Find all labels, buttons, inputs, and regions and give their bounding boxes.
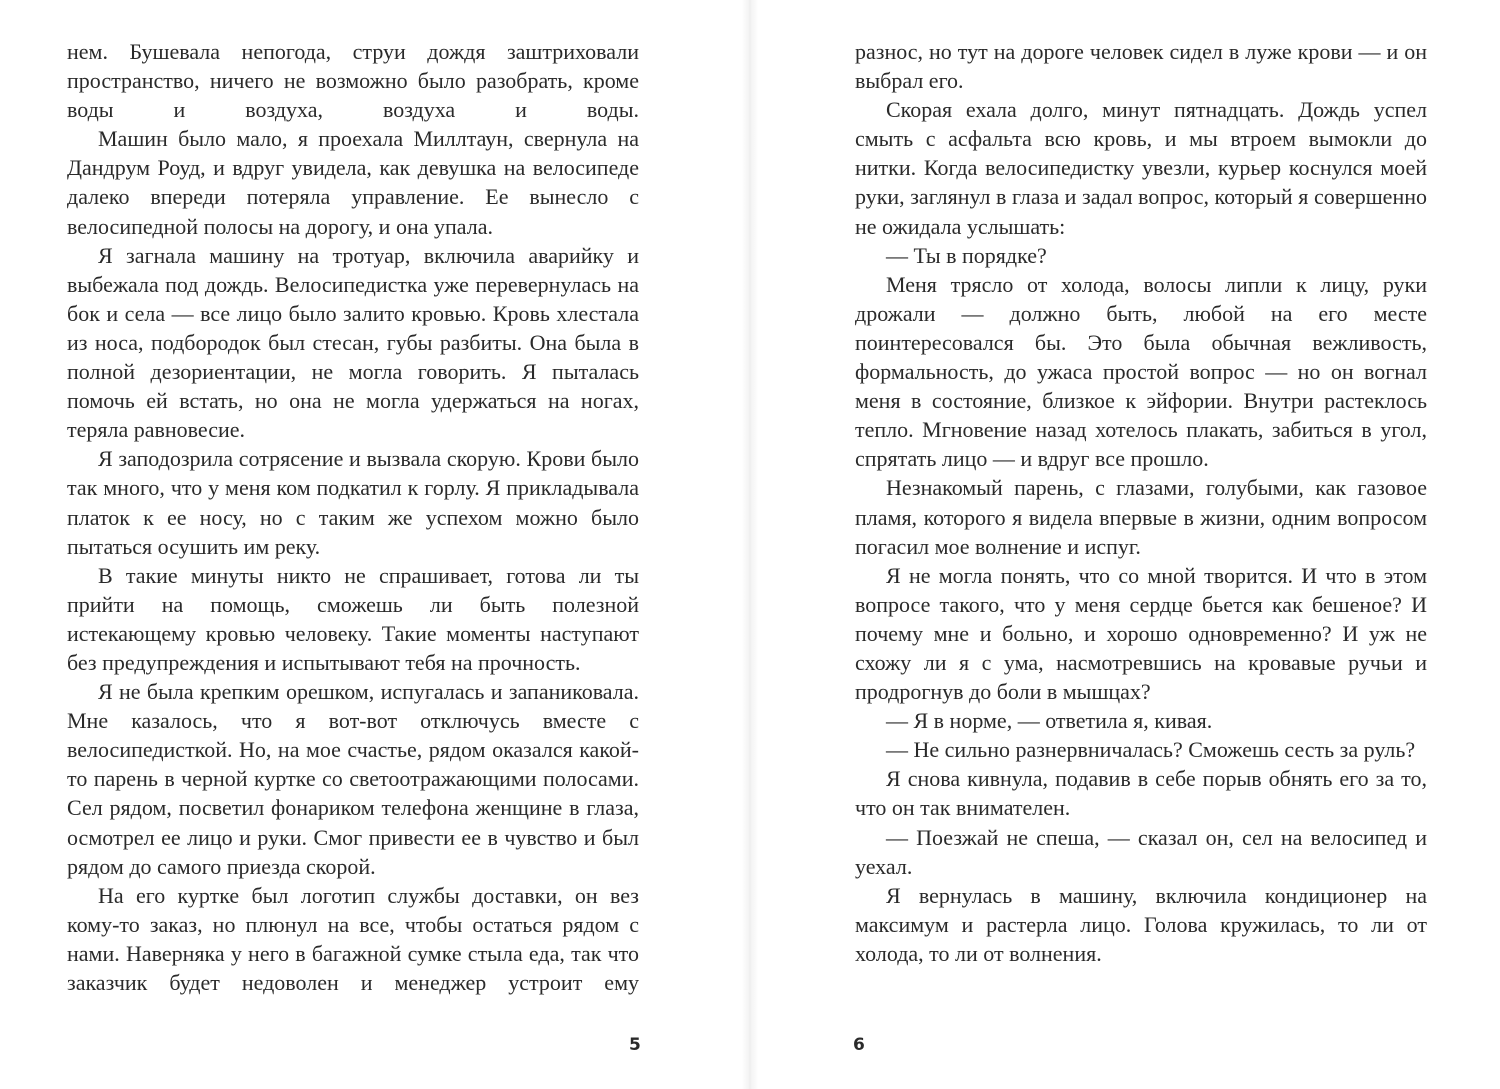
- book-gutter: [742, 0, 758, 1089]
- paragraph: нем. Бушевала непогода, струи дождя заштриховали пространство, ничего не возможно было разобрать, кроме воды и воздуха, воздуха и воды.: [67, 39, 639, 123]
- paragraph: В такие минуты никто не спрашивает, готова ли ты прийти на помощь, сможешь ли быть полезной истекающему кровью человеку. Такие моменты наступают без предупреждения и испытывают тебя на прочность.: [67, 562, 639, 675]
- right-page-text: [855, 37, 1427, 968]
- paragraph: — Поезжай не спеша, — сказал он, сел на велосипед и уехал.: [855, 824, 1427, 879]
- paragraph: — Я в норме, — ответила я, кивая.: [886, 708, 1213, 734]
- paragraph: — Не сильно разнервничалась? Сможешь сесть за руль?: [886, 737, 1416, 763]
- paragraph: Меня трясло от холода, волосы липли к лицу, руки дрожали — должно быть, любой на его месте поинтересовался бы. Это была обычная вежливость, формальность, до ужаса простой вопрос — но он вогнал меня в состояние, близкое к эйфории. Внутри растеклось тепло. Мгновение назад хотелось плакать, забиться в угол, спрятать лицо — и вдруг все прошло.: [855, 271, 1427, 472]
- paragraph: разнос, но тут на дороге человек сидел в луже крови — и он выбрал его.: [855, 39, 1427, 94]
- left-page-text: [67, 37, 639, 997]
- paragraph: Я снова кивнула, подавив в себе порыв обнять его за то, что он так внимателен.: [855, 766, 1427, 821]
- paragraph: Я заподозрила сотрясение и вызвала скорую. Крови было так много, что у меня ком подкатил к горлу. Я прикладывала платок к ее носу, но с таким же успехом можно было пытаться осушить им реку.: [67, 446, 639, 559]
- page-number: 6: [853, 1035, 865, 1055]
- paragraph: Скорая ехала долго, минут пятнадцать. Дождь успел смыть с асфальта всю кровь, и мы втроем вымокли до нитки. Когда велосипедистку увезли, курьер коснулся моей руки, заглянул в глаза и задал вопрос, который я совершенно не ожидала услышать:: [855, 97, 1427, 239]
- page-number: 5: [629, 1035, 641, 1055]
- paragraph: Я вернулась в машину, включила кондиционер на максимум и растерла лицо. Голова кружилась, то ли от холода, то ли от волнения.: [855, 882, 1427, 966]
- right-page: [750, 0, 1500, 1089]
- paragraph: Я не была крепким орешком, испугалась и запаниковала. Мне казалось, что я вот-вот отключусь вместе с велосипедисткой. Но, на мое счастье, рядом оказался какой-то парень в черной куртке со светоотражающими полосами. Сел рядом, посветил фонариком телефона женщине в глаза, осмотрел ее лицо и руки. Смог привести ее в чувство и был рядом до самого приезда скорой.: [67, 679, 639, 879]
- paragraph: Незнакомый парень, с глазами, голубыми, как газовое пламя, которого я видела впервые в жизни, одним вопросом погасил мое волнение и испуг.: [855, 475, 1427, 559]
- paragraph: Машин было мало, я проехала Миллтаун, свернула на Дандрум Роуд, и вдруг увидела, как девушка на велосипеде далеко впереди потеряла управление. Ее вынесло с велосипедной полосы на дорогу, и она упала.: [67, 126, 639, 239]
- paragraph: Я не могла понять, что со мной творится. И что в этом вопросе такого, что у меня сердце бьется как бешеное? И почему мне и больно, и хорошо одновременно? И уж не схожу ли я с ума, насмотревшись на кровавые ручьи и продрогнув до боли в мышцах?: [855, 562, 1427, 705]
- paragraph: На его куртке был логотип службы доставки, он вез кому-то заказ, но плюнул на все, чтобы остаться рядом с нами. Наверняка у него в багажной сумке стыла еда, так что заказчик будет недоволен и менеджер устроит ему: [67, 882, 639, 995]
- paragraph: — Ты в порядке?: [886, 242, 1047, 268]
- paragraph: Я загнала машину на тротуар, включила аварийку и выбежала под дождь. Велосипедистка уже перевернулась на бок и села — все лицо было залито кровью. Кровь хлестала из носа, подбородок был стесан, губы разбиты. Она была в полной дезориентации, не могла говорить. Я пыталась помочь ей встать, но она не могла удержаться на ногах, теряла равновесие.: [67, 242, 639, 443]
